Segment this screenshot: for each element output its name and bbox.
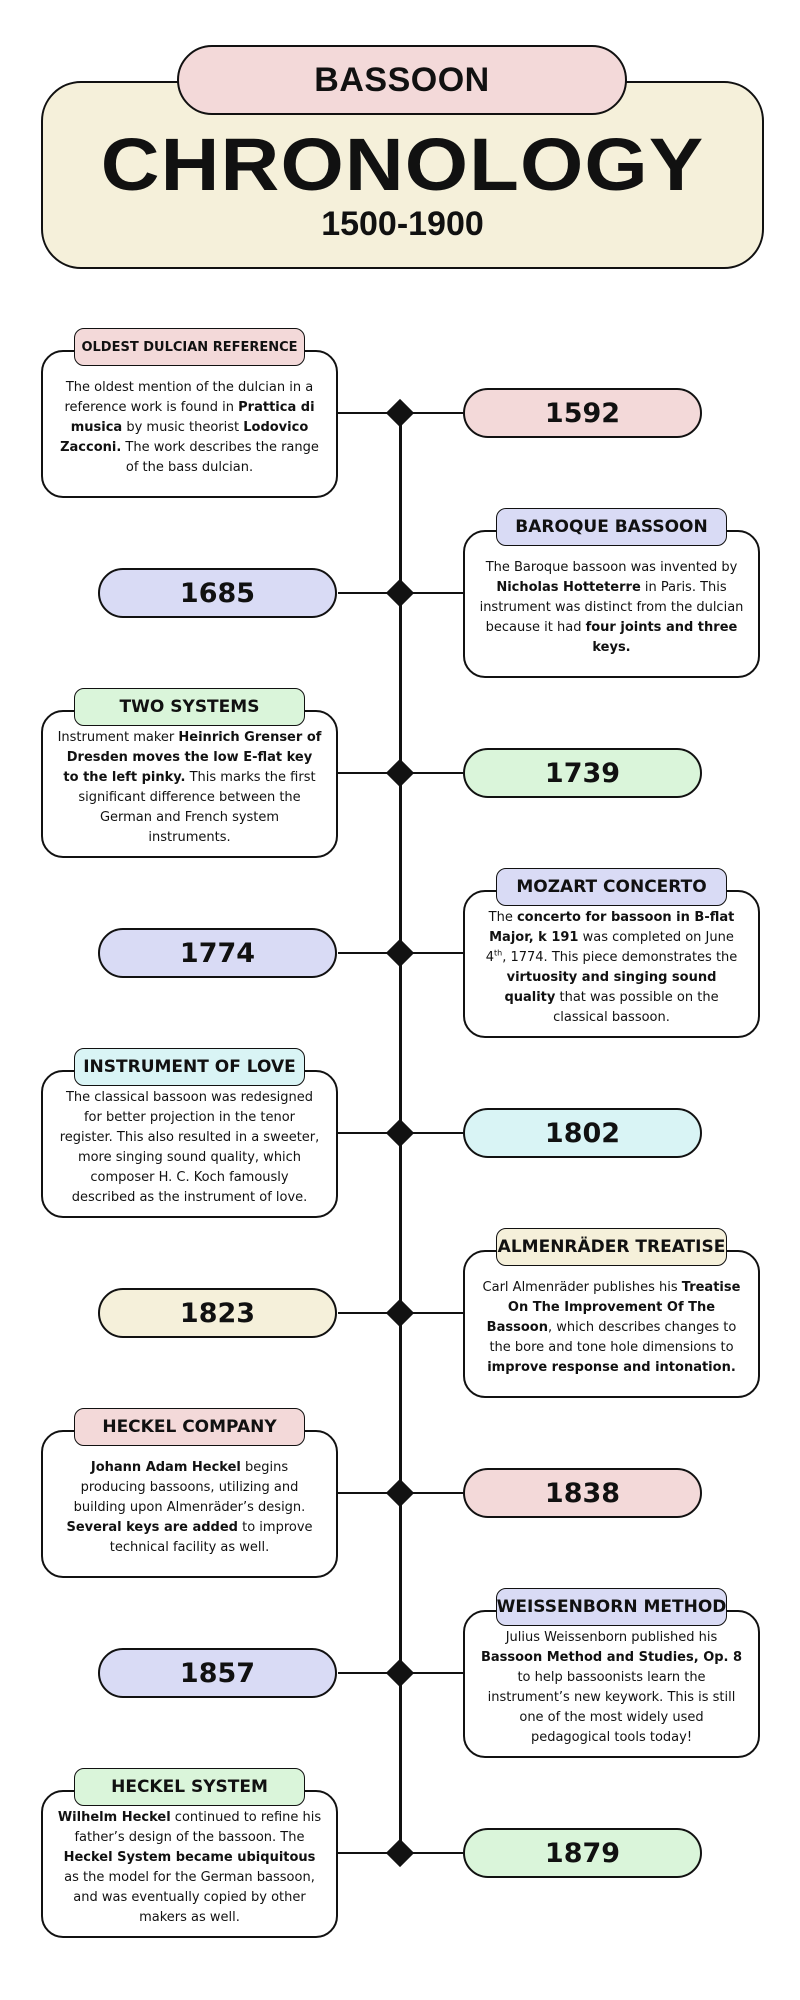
diamond-marker-icon bbox=[386, 1659, 414, 1687]
date-range: 1500-1900 bbox=[321, 205, 484, 243]
diamond-marker-icon bbox=[386, 939, 414, 967]
diamond-marker-icon bbox=[386, 1299, 414, 1327]
event-card bbox=[41, 1430, 338, 1578]
event-card bbox=[463, 890, 760, 1038]
year-pill: 1838 bbox=[463, 1468, 702, 1518]
event-title-label: MOZART CONCERTO bbox=[496, 868, 727, 906]
diamond-marker-icon bbox=[386, 1119, 414, 1147]
year-pill: 1739 bbox=[463, 748, 702, 798]
event-title-label: HECKEL SYSTEM bbox=[74, 1768, 305, 1806]
year-pill: 1774 bbox=[98, 928, 337, 978]
event-title-label: INSTRUMENT OF LOVE bbox=[74, 1048, 305, 1086]
event-title-label: HECKEL COMPANY bbox=[74, 1408, 305, 1446]
event-card bbox=[463, 530, 760, 678]
event-title-label: TWO SYSTEMS bbox=[74, 688, 305, 726]
event-description: The oldest mention of the dulcian in a reference work is found in Prattica di musica by music theorist Lodovico Zacconi. The work describes the range of the bass dulcian. bbox=[60, 380, 319, 475]
event-card bbox=[41, 350, 338, 498]
event-description: Wilhelm Heckel continued to refine his father’s design of the bassoon. The Heckel System became ubiquitous as the model for the German bassoon, and was eventually copied by other makers as well. bbox=[57, 1810, 322, 1925]
diamond-marker-icon bbox=[386, 579, 414, 607]
event-title-label: BAROQUE BASSOON bbox=[496, 508, 727, 546]
year-pill: 1823 bbox=[98, 1288, 337, 1338]
diamond-marker-icon bbox=[386, 1479, 414, 1507]
year-pill: 1857 bbox=[98, 1648, 337, 1698]
year-pill: 1879 bbox=[463, 1828, 702, 1878]
year-pill: 1802 bbox=[463, 1108, 702, 1158]
event-description: The concerto for bassoon in B-flat Major, k 191 was completed on June 4th, 1774. This piece demonstrates the virtuosity and singing sound quality that was possible on the classical bassoon. bbox=[485, 910, 738, 1025]
diamond-marker-icon bbox=[386, 399, 414, 427]
diamond-marker-icon bbox=[386, 759, 414, 787]
event-description: Carl Almenräder publishes his Treatise On The Improvement Of The Bassoon, which describes changes to the bore and tone hole dimensions to improve response and intonation. bbox=[482, 1280, 741, 1375]
event-description: Julius Weissenborn published his Bassoon Method and Studies, Op. 8 to help bassoonists learn the instrument’s new keywork. This is still one of the most widely used pedagogical tools today! bbox=[480, 1630, 743, 1745]
event-card bbox=[41, 710, 338, 858]
event-title-label: ALMENRÄDER TREATISE bbox=[496, 1228, 727, 1266]
event-title-label: WEISSENBORN METHOD bbox=[496, 1588, 727, 1626]
event-description: Instrument maker Heinrich Grenser of Dresden moves the low E-flat key to the left pinky. This marks the first significant difference between the German and French system instruments. bbox=[57, 730, 322, 845]
event-card bbox=[41, 1790, 338, 1938]
event-card bbox=[41, 1070, 338, 1218]
event-description: Johann Adam Heckel begins producing bassoons, utilizing and building upon Almenräder’s design. Several keys are added to improve technical facility as well. bbox=[66, 1460, 313, 1555]
year-pill: 1592 bbox=[463, 388, 702, 438]
event-card bbox=[463, 1610, 760, 1758]
event-title-label: OLDEST DULCIAN REFERENCE bbox=[74, 328, 305, 366]
year-pill: 1685 bbox=[98, 568, 337, 618]
event-card bbox=[463, 1250, 760, 1398]
diamond-marker-icon bbox=[386, 1839, 414, 1867]
event-description: The Baroque bassoon was invented by Nicholas Hotteterre in Paris. This instrument was distinct from the dulcian because it had four joints and three keys. bbox=[479, 560, 744, 655]
header-subtitle-pill: BASSOON bbox=[177, 45, 627, 115]
page-title: CHRONOLOGY bbox=[100, 123, 705, 206]
event-description: The classical bassoon was redesigned for better projection in the tenor register. This also resulted in a sweeter, more singing sound quality, which composer H. C. Koch famously described as the instrument of love. bbox=[59, 1090, 320, 1205]
